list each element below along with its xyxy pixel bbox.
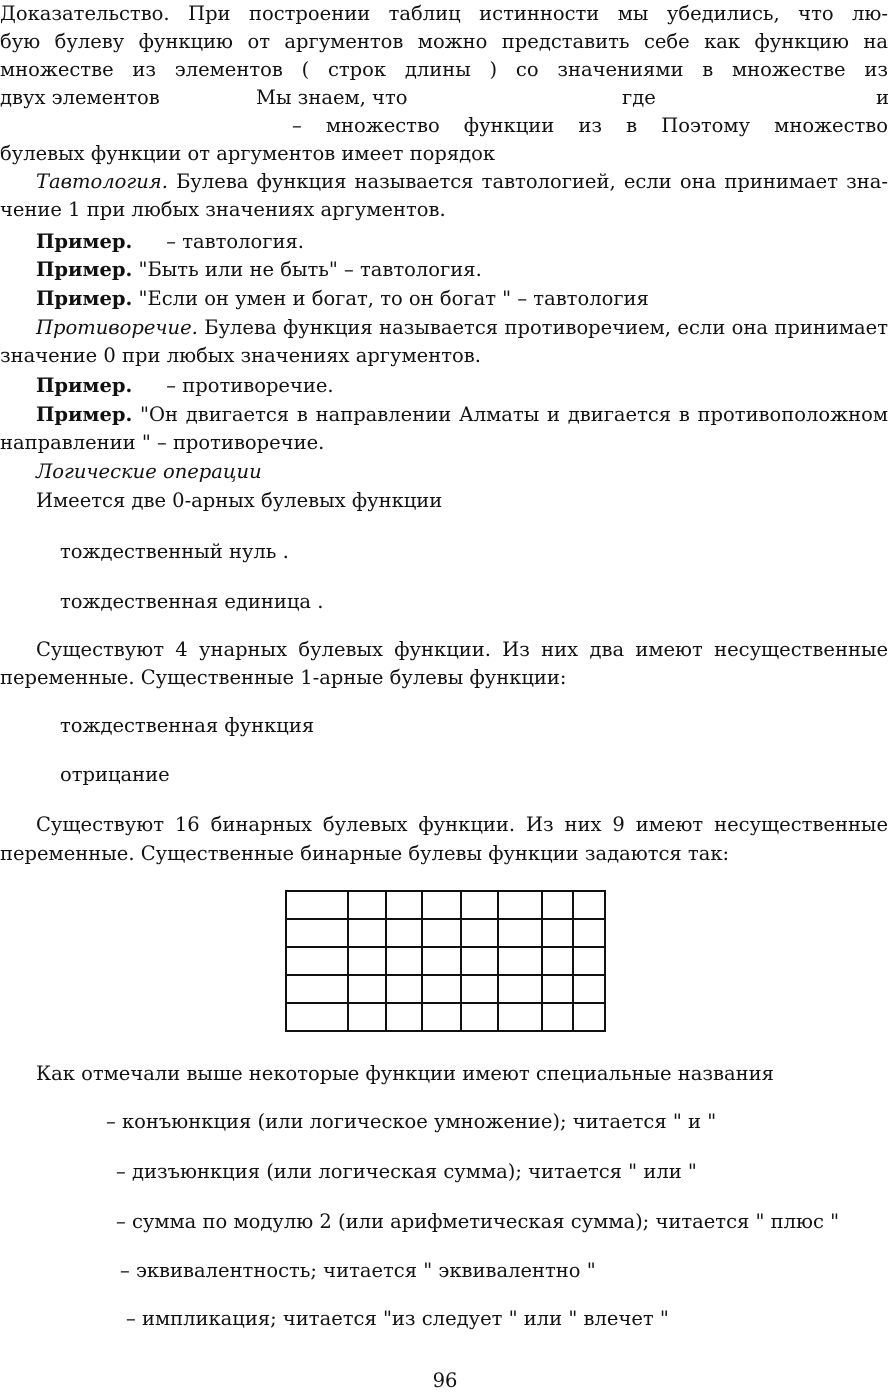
table-cell	[573, 891, 605, 919]
table-cell	[461, 891, 498, 919]
example-label: Пример.	[36, 287, 133, 310]
example-3-text: "Если он умен и богат, то он богат " – тавтология	[138, 287, 649, 310]
implication-line: – импликация; читается "из следует " или " влечет "	[126, 1307, 669, 1330]
table-cell	[386, 1003, 422, 1031]
table-cell	[422, 891, 461, 919]
tautology-line-1	[36, 168, 888, 196]
table-cell	[498, 919, 542, 947]
table-cell	[386, 975, 422, 1003]
table-cell	[498, 1003, 542, 1031]
table-row	[286, 919, 605, 947]
table-cell	[286, 1003, 348, 1031]
table-cell	[286, 975, 348, 1003]
example-4	[36, 372, 334, 400]
negation: отрицание	[60, 763, 170, 786]
identity-zero: тождественный нуль .	[60, 540, 289, 563]
proof-line-4b: Мы знаем, что	[256, 86, 408, 109]
example-1-text: – тавтология.	[166, 230, 304, 253]
table-row	[286, 975, 605, 1003]
special-names-intro: Как отмечали выше некоторые функции имеют специальные названия	[36, 1062, 774, 1085]
tautology-line-2: чение 1 при любых значениях аргументов.	[0, 198, 446, 221]
table-cell	[422, 975, 461, 1003]
conjunction-line: – конъюнкция (или логическое умножение); читается " и "	[106, 1110, 717, 1133]
contradiction-line-1	[36, 314, 888, 342]
table-cell	[461, 975, 498, 1003]
unary-line-1: Существуют 4 унарных булевых функции. Из них два имеют несущественные	[36, 638, 888, 661]
xor-line: – сумма по модулю 2 (или арифметическая сумма); читается " плюс "	[116, 1210, 840, 1233]
table-row	[286, 947, 605, 975]
table-cell	[348, 975, 386, 1003]
proof-line-4a: двух элементов	[0, 86, 160, 109]
example-label: Пример.	[36, 230, 133, 253]
table-cell	[461, 947, 498, 975]
section-heading-logic-ops: Логические операции	[36, 460, 262, 483]
table-cell	[348, 1003, 386, 1031]
contradiction-line-2: значение 0 при любых значениях аргументов.	[0, 344, 481, 367]
example-1	[36, 228, 304, 256]
table-row	[286, 891, 605, 919]
contradiction-term: Противоречие.	[36, 316, 198, 339]
table-cell	[386, 891, 422, 919]
table-cell	[573, 975, 605, 1003]
proof-line-4d: и	[876, 86, 889, 109]
contradiction-definition: Булева функция называется противоречием, если она принимает	[204, 316, 888, 339]
table-cell	[542, 947, 573, 975]
table-cell	[386, 919, 422, 947]
table-cell	[386, 947, 422, 975]
example-5-line-2: направлении " – противоречие.	[0, 431, 325, 454]
example-3	[36, 285, 649, 313]
identity-one: тождественная единица .	[60, 590, 324, 613]
unary-line-2: переменные. Существенные 1-арные булевы функции:	[0, 666, 567, 689]
example-2	[36, 256, 482, 284]
example-label: Пример.	[36, 403, 133, 426]
identity-function: тождественная функция	[60, 714, 315, 737]
table-cell	[461, 919, 498, 947]
table-cell	[573, 947, 605, 975]
proof-line-5: – множество функции из в Поэтому множество	[292, 114, 888, 137]
tautology-term: Тавтология.	[36, 170, 168, 193]
table-cell	[573, 1003, 605, 1031]
disjunction-line: – дизъюнкция (или логическая сумма); читается " или "	[116, 1160, 697, 1183]
example-4-text: – противоречие.	[166, 374, 334, 397]
table-cell	[422, 919, 461, 947]
table-cell	[286, 919, 348, 947]
table-cell	[542, 919, 573, 947]
table-cell	[542, 891, 573, 919]
table-cell	[348, 891, 386, 919]
table-cell	[422, 1003, 461, 1031]
example-label: Пример.	[36, 258, 133, 281]
table-cell	[348, 947, 386, 975]
table-cell	[573, 919, 605, 947]
table-row	[286, 1003, 605, 1031]
binary-functions-table	[285, 890, 606, 1032]
table-cell	[542, 1003, 573, 1031]
proof-line-3: множестве из элементов ( строк длины ) со значениями в множестве из	[0, 58, 888, 81]
example-label: Пример.	[36, 374, 133, 397]
page-number: 96	[432, 1369, 458, 1392]
tautology-definition: Булева функция называется тавтологией, если она принимает зна-	[176, 170, 889, 193]
example-5-line-1	[36, 401, 888, 429]
table-cell	[461, 1003, 498, 1031]
zero-ary-intro: Имеется две 0-арных булевых функции	[36, 489, 443, 512]
proof-line-1: Доказательство. При построении таблиц истинности мы убедились, что лю-	[0, 2, 888, 25]
table-cell	[286, 947, 348, 975]
table-cell	[286, 891, 348, 919]
table-cell	[422, 947, 461, 975]
table-cell	[542, 975, 573, 1003]
proof-line-6: булевых функции от аргументов имеет порядок	[0, 142, 496, 165]
example-2-text: "Быть или не быть" – тавтология.	[138, 258, 482, 281]
table-cell	[498, 947, 542, 975]
example-5-text: "Он двигается в направлении Алматы и двигается в противоположном	[140, 403, 888, 426]
equivalence-line: – эквивалентность; читается " эквивалентно "	[120, 1259, 596, 1282]
table-cell	[498, 975, 542, 1003]
table-cell	[498, 891, 542, 919]
binary-line-2: переменные. Существенные бинарные булевы функции задаются так:	[0, 842, 730, 865]
binary-line-1: Существуют 16 бинарных булевых функции. Из них 9 имеют несущественные	[36, 813, 888, 836]
proof-line-2: бую булеву функцию от аргументов можно представить себе как функцию на	[0, 30, 888, 53]
proof-line-4c: где	[622, 86, 656, 109]
table-cell	[348, 919, 386, 947]
